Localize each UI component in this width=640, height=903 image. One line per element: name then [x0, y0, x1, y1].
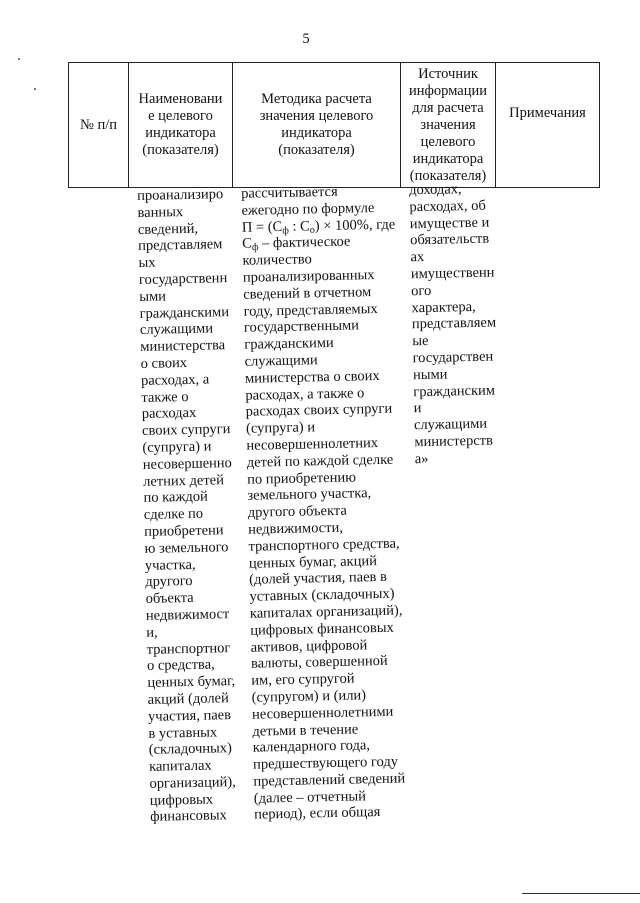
text-line: расходах своих супруги [245, 401, 393, 421]
table-body-row [137, 181, 497, 828]
text-line: представляем [411, 314, 497, 333]
text-line: представлений сведений [253, 770, 406, 790]
text-line: представляем [138, 236, 223, 255]
table-header-cell-indicator-name [129, 63, 233, 187]
text-line: ах [410, 249, 425, 266]
text-line: ю земельного [144, 538, 229, 557]
text-line: недвижимости, [248, 519, 344, 538]
table-header-row [68, 62, 600, 188]
text-line: и [413, 400, 422, 417]
text-line: транспортного средства, [248, 535, 400, 555]
table-header-cell-number [69, 63, 129, 187]
text-line: сделке по [143, 505, 204, 524]
text-line: детьми в течение [252, 720, 359, 740]
text-line: несовершеннолетними [251, 703, 394, 723]
text-line: несовершеннолетних [246, 434, 379, 454]
text-line: летних детей [142, 471, 225, 490]
text-line: индикатора [412, 150, 484, 167]
text-line: и, [146, 624, 158, 641]
page-number: 5 [302, 31, 310, 47]
text-line: участия, паев [147, 706, 232, 725]
table-header-cell-method [233, 63, 401, 187]
text-line: также о [141, 388, 189, 406]
text-line: № п/п [79, 116, 117, 133]
text-line: транспортног [146, 639, 231, 658]
text-line: (показателя) [142, 142, 219, 158]
text-line: министерства [140, 337, 226, 356]
body-column-indicator-name [137, 186, 240, 826]
text-line: доходах, [408, 181, 462, 199]
text-line: индикатора [281, 125, 352, 141]
text-line: гражданскими [139, 303, 230, 322]
text-line: капиталах организаций), [249, 602, 403, 622]
text-line: значения целевого [259, 108, 374, 124]
text-line: финансовых [150, 807, 227, 826]
text-line: имуществе и [409, 214, 490, 232]
text-line: организаций), [149, 773, 236, 792]
text-line: государственными [243, 317, 360, 337]
text-line: период), если общая [253, 804, 381, 824]
formula-text: – фактическое [258, 233, 351, 252]
text-line: календарного года, [252, 737, 371, 756]
text-line: ежегодно по формуле [241, 199, 375, 219]
text-line: им, его супругой [251, 670, 355, 689]
text-line: ценных бумаг, акций [248, 552, 378, 572]
text-line: недвижимост [145, 606, 230, 624]
text-line: несовершенно [142, 454, 233, 473]
text-line: цифровых финансовых [250, 619, 394, 639]
text-line: количество [242, 251, 312, 269]
text-line: расходах [141, 405, 197, 423]
text-line: служащими [139, 320, 214, 339]
text-line: по каждой [143, 488, 208, 507]
formula-subscript: о [309, 224, 316, 236]
text-line: (складочных) [148, 740, 233, 759]
text-line: гражданскими [244, 335, 334, 353]
text-line: предшествующего году [252, 753, 399, 773]
text-line: другого объекта [247, 502, 347, 521]
text-line: капиталах [148, 757, 212, 775]
text-line: ых [138, 254, 156, 272]
text-line: информации [409, 82, 487, 99]
text-line: государствен [412, 348, 494, 367]
text-line: рассчитывается [240, 183, 338, 202]
text-line: в уставных [148, 723, 218, 742]
text-line: (показателя) [278, 142, 355, 158]
text-line: (супруга) и [245, 419, 316, 437]
text-line: приобретени [144, 522, 224, 540]
scan-artifact-dot [34, 88, 36, 90]
text-line: проанализированных [242, 267, 375, 286]
text-line: (долей участия, паев в [249, 569, 388, 589]
formula-subscript: ф [251, 242, 259, 254]
formula-text: С [242, 235, 253, 253]
text-line: расходах, а [140, 371, 210, 389]
scan-artifact-dot [18, 58, 20, 60]
text-line: акций (долей [147, 690, 229, 708]
text-line: характера, [411, 298, 476, 316]
formula-text: П = (С [241, 218, 283, 236]
text-line: гражданским [413, 382, 496, 400]
text-line: уставных (складочных) [249, 585, 395, 605]
text-line: индикатора [145, 125, 216, 141]
text-line: государственн [138, 270, 228, 288]
text-line: обязательств [409, 231, 490, 249]
text-line: (показателя) [409, 167, 487, 184]
text-line: Методика расчета [261, 91, 372, 107]
text-line: активов, цифровой [250, 636, 368, 656]
text-line: (супругом) и (или) [251, 687, 367, 706]
text-line: по приобретению [246, 469, 357, 488]
text-line: валюты, совершенной [250, 653, 388, 673]
text-line: (далее – отчетный [253, 788, 367, 807]
text-line: служащими [413, 415, 488, 434]
text-line: ые [412, 333, 429, 350]
text-line: ными [412, 366, 448, 384]
formula-text: : С [288, 217, 310, 235]
text-line: служащими [244, 352, 318, 370]
text-line: своих супруги [141, 421, 231, 440]
text-line: Источник [418, 65, 478, 82]
text-line: году, представляемых [243, 300, 378, 320]
text-line: проанализиро [137, 186, 224, 204]
table-header-cell-source [401, 63, 496, 187]
body-column-source [409, 181, 499, 468]
text-line: участка, [144, 556, 196, 574]
text-line: земельного участка, [247, 485, 372, 505]
text-line: сведений, [137, 220, 199, 238]
body-column-method [241, 183, 408, 824]
text-line: а» [414, 450, 429, 467]
formula-text: ) × 100%, где [314, 216, 396, 234]
text-line: министерств [414, 432, 494, 451]
text-line: для расчета [412, 99, 484, 116]
text-line: министерства о своих [244, 367, 380, 387]
text-line: о своих [140, 354, 188, 372]
text-line: целевого [420, 133, 476, 150]
text-line: сведений в отчетном [243, 283, 372, 303]
text-line: ценных бумаг, [147, 673, 236, 691]
formula-subscript: ф [282, 224, 290, 237]
text-line: о средства, [146, 656, 215, 675]
footer-rule [522, 893, 640, 894]
text-line: имущественн [410, 264, 495, 283]
text-line: цифровых [149, 791, 214, 809]
text-line: ыми [139, 288, 167, 305]
text-line: Примечания [509, 105, 586, 121]
text-line: значения [420, 116, 476, 133]
text-line: (супруга) и [142, 438, 212, 456]
text-line: детей по каждой сделке [246, 451, 394, 471]
text-line: е целевого [148, 108, 213, 124]
text-line: Наименовани [138, 91, 223, 107]
text-line: расходах, а также о [245, 384, 365, 404]
table-header-cell-notes [496, 63, 599, 187]
text-line: ванных [137, 203, 184, 221]
text-line: ого [411, 282, 432, 300]
text-line: другого [145, 573, 193, 591]
text-line: объекта [145, 590, 194, 608]
text-line: расходах, об [409, 197, 487, 216]
